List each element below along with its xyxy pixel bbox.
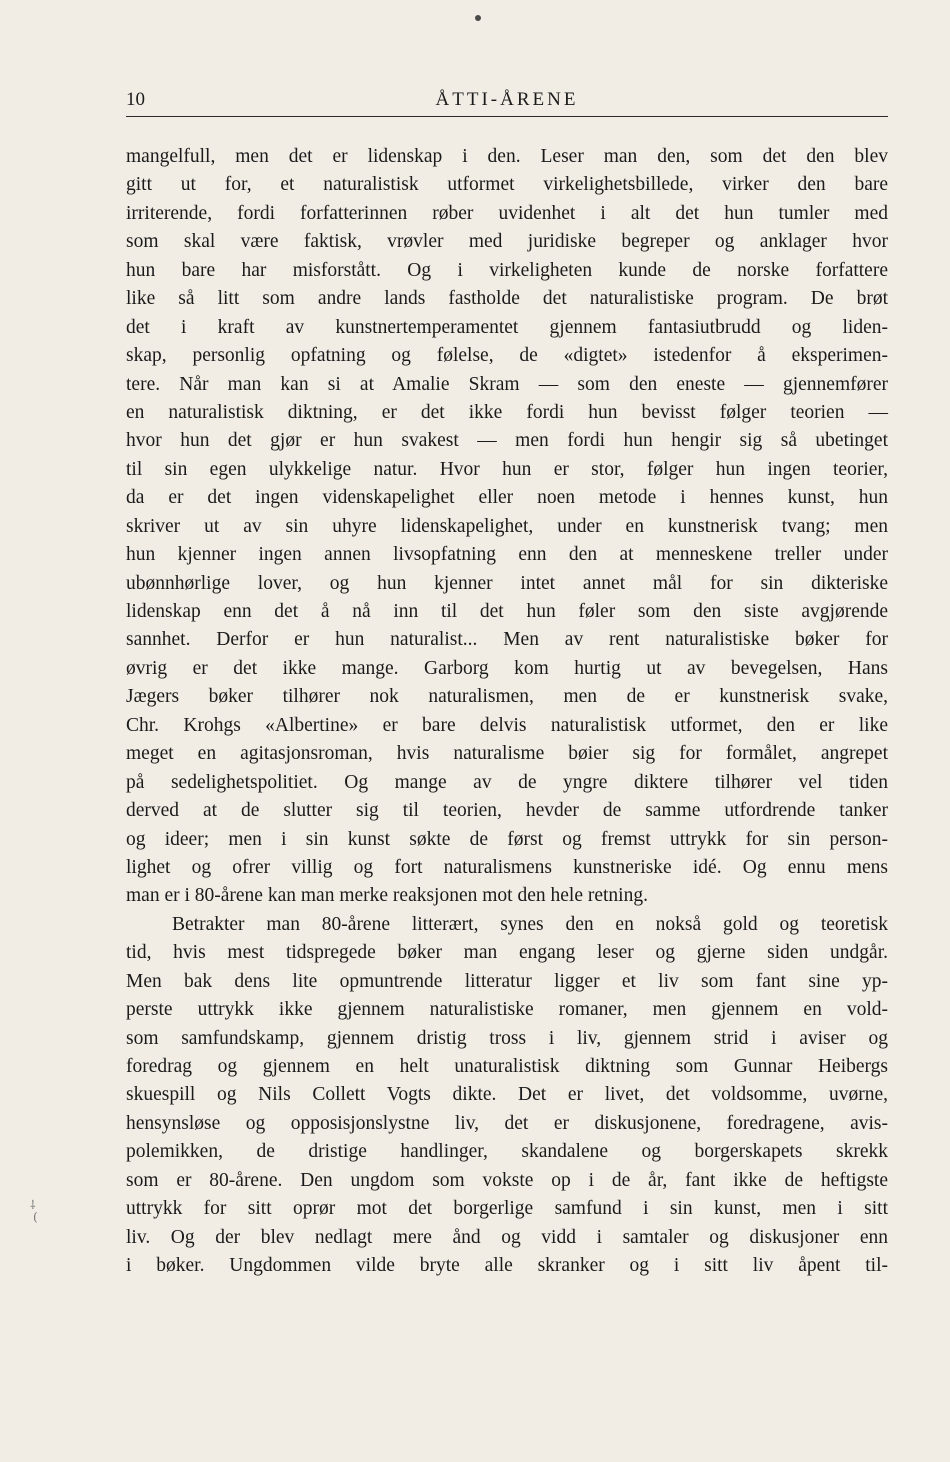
text-line: på sedelighetspolitiet. Og mange av de yngre diktere tilhører vel tiden (126, 771, 888, 793)
text-line: tid, hvis mest tidspregede bøker man engang leser og gjerne siden undgår. (126, 942, 888, 964)
text-line: hensynsløse og opposisjonslystne liv, det er diskusjonene, foredragene, avis- (126, 1112, 888, 1134)
margin-pencil-mark: ( (33, 1210, 38, 1224)
text-line: Men bak dens lite opmuntrende litteratur ligger et liv som fant sine yp- (126, 970, 888, 992)
text-line: irriterende, fordi forfatterinnen røber uvidenhet i alt det hun tumler med (126, 202, 888, 224)
text-line-paragraph-end: man er i 80-årene kan man merke reaksjonen mot den hele retning. (126, 885, 648, 907)
text-line: sannhet. Derfor er hun naturalist... Men av rent naturalistiske bøker for (126, 629, 888, 651)
text-line: øvrig er det ikke mange. Garborg kom hurtig ut av bevegelsen, Hans (126, 657, 888, 679)
running-title: ÅTTI-ÅRENE (435, 89, 579, 110)
text-line: til sin egen ulykkelige natur. Hvor hun er stor, følger hun ingen teorier, (126, 458, 888, 480)
text-line: skriver ut av sin uhyre lidenskapelighet, under en kunstnerisk tvang; men (126, 515, 888, 537)
print-speck (475, 15, 481, 21)
text-line: derved at de slutter sig til teorien, hevder de samme utfordrende tanker (126, 800, 888, 822)
text-line: som er 80-årene. Den ungdom som vokste op i de år, fant ikke de heftigste (126, 1169, 888, 1191)
text-line: tere. Når man kan si at Amalie Skram — som den eneste — gjennemfører (126, 373, 888, 395)
running-head (126, 88, 888, 112)
body-text (126, 143, 888, 1281)
text-line: det i kraft av kunstnertemperamentet gjennem fantasiutbrudd og liden- (126, 316, 888, 338)
text-line: Chr. Krohgs «Albertine» er bare delvis naturalistisk utformet, den er like (126, 714, 888, 736)
text-line: skap, personlig opfatning og følelse, de «digtet» istedenfor å eksperimen- (126, 345, 888, 367)
text-line: lidenskap enn det å nå inn til det hun føler som den siste avgjørende (126, 601, 888, 622)
text-line: en naturalistisk diktning, er det ikke fordi hun bevisst følger teorien — (126, 401, 888, 423)
text-line: like så litt som andre lands fastholde det naturalistiske program. De brøt (126, 288, 888, 310)
text-line: perste uttrykk ikke gjennem naturalistiske romaner, men gjennem en vold- (126, 999, 888, 1021)
text-line: uttrykk for sitt oprør mot det borgerlige samfund i sin kunst, men i sitt (126, 1198, 888, 1220)
text-line: meget en agitasjonsroman, hvis naturalisme bøier sig for formålet, angrepet (126, 743, 888, 765)
text-line: hun kjenner ingen annen livsopfatning enn den at menneskene treller under (126, 544, 888, 566)
text-line: Jægers bøker tilhører nok naturalismen, men de er kunstnerisk svake, (126, 686, 888, 708)
header-rule (126, 116, 888, 117)
text-line: polemikken, de dristige handlinger, skandalene og borgerskapets skrekk (126, 1141, 888, 1163)
text-line: hun bare har misforstått. Og i virkeligheten kunde de norske forfattere (126, 259, 888, 281)
page-number: 10 (126, 89, 145, 110)
text-line: og ideer; men i sin kunst søkte de først og fremst uttrykk for sin person- (126, 828, 888, 850)
text-line: hvor hun det gjør er hun svakest — men fordi hun hengir sig så ubetinget (126, 430, 888, 452)
text-line: i bøker. Ungdommen vilde bryte alle skranker og i sitt liv åpent til- (126, 1255, 888, 1277)
text-line-paragraph-start: Betrakter man 80-årene litterært, synes den en nokså gold og teoretisk (172, 913, 888, 935)
text-line: lighet og ofrer villig og fort naturalismens kunstneriske idé. Og ennu mens (126, 856, 888, 878)
text-line: da er det ingen videnskapelighet eller noen metode i hennes kunst, hun (126, 487, 888, 509)
text-line: liv. Og der blev nedlagt mere ånd og vidd i samtaler og diskusjoner enn (126, 1226, 888, 1248)
text-line: som samfundskamp, gjennem dristig tross i liv, gjennem strid i aviser og (126, 1027, 888, 1049)
text-line: skuespill og Nils Collett Vogts dikte. Det er livet, det voldsomme, uvørne, (126, 1084, 888, 1106)
text-line: som skal være faktisk, vrøvler med juridiske begreper og anklager hvor (126, 231, 888, 253)
text-line: gitt ut for, et naturalistisk utformet virkelighetsbillede, virker den bare (126, 174, 888, 196)
text-line: ubønnhørlige lover, og hun kjenner intet annet mål for sin dikteriske (126, 572, 888, 594)
text-line: foredrag og gjennem en helt unaturalistisk diktning som Gunnar Heibergs (126, 1056, 888, 1077)
text-line: mangelfull, men det er lidenskap i den. Leser man den, som det den blev (126, 146, 888, 167)
margin-pencil-mark: ⸸ (30, 1198, 36, 1212)
